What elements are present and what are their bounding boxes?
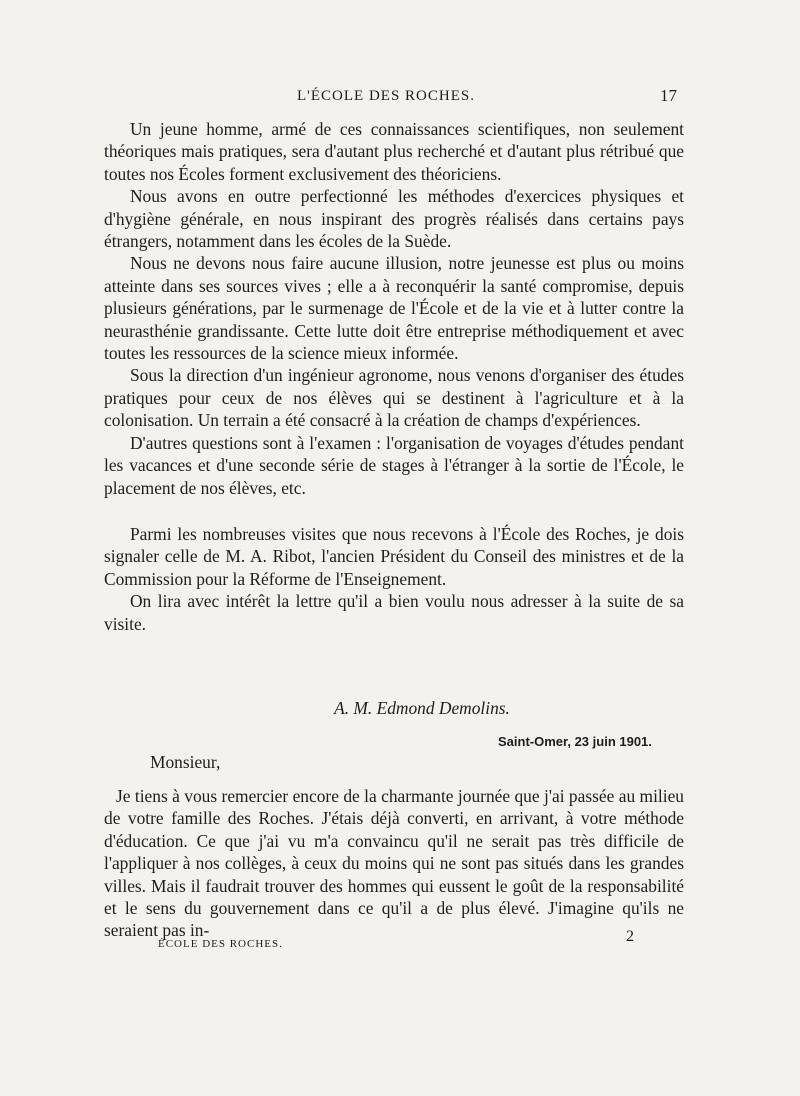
sheet-signature-mark: 2 [626,928,634,945]
letter-dateline: Saint-Omer, 23 juin 1901. [498,734,652,749]
paragraph: Parmi les nombreuses visites que nous recevons à l'École des Roches, je dois signaler celle de M. A. Ribot, l'ancien Président du Conseil des ministres et de la Commission pour la Réforme de l'Enseignement. [104,523,684,589]
footer-signature: ÉCOLE DES ROCHES. [158,938,283,950]
paragraph: D'autres questions sont à l'examen : l'organisation de voyages d'études pendant les vacances et d'une seconde série de stages à l'étranger à la sortie de l'École, le placement de nos élèves, etc. [104,432,684,498]
letter-paragraph: Je tiens à vous remercier encore de la charmante journée que j'ai passée au milieu de votre famille des Roches. J'étais déjà converti, en arrivant, à votre méthode d'éducation. Ce que j'ai vu m'a convaincu qu'il ne serait pas très difficile de l'appliquer à nos collèges, à ceux du moins qui ne sont pas situés dans les grandes villes. Mais il faudrait trouver des hommes qui eussent le goût de la responsabilité et le sens du gouvernement dans ce qu'il a de plus élevé. J'imagine qu'ils ne seraient pas in- [104,786,684,941]
paragraph: Nous ne devons nous faire aucune illusion, notre jeunesse est plus ou moins atteinte dans ses sources vives ; elle a à reconquérir la santé compromise, depuis plusieurs générations, par le surmenage de l'École et de la vie et à lutter contre la neurasthénie grandissante. Cette lutte doit être entreprise méthodiquement et avec toutes les ressources de la science mieux informée. [104,253,684,364]
running-title: L'ÉCOLE DES ROCHES. [297,88,475,104]
letter-body [104,785,684,942]
letter-dedication: A. M. Edmond Demolins. [334,698,510,718]
body-text [104,118,684,635]
paragraph: Sous la direction d'un ingénieur agronome, nous venons d'organiser des études pratiques pour ceux de nos élèves qui se destinent à l'agriculture et à la colonisation. Un terrain a été consacré à la création de champs d'expériences. [104,365,684,431]
paragraph: On lira avec intérêt la lettre qu'il a bien voulu nous adresser à la suite de sa visite. [104,591,684,634]
letter-salutation: Monsieur, [150,752,221,772]
paragraph: Un jeune homme, armé de ces connaissances scientifiques, non seulement théoriques mais pratiques, sera d'autant plus recherché et d'autant plus rétribué que toutes nos Écoles forment exclusivement des théoriciens. [104,119,684,184]
paragraph: Nous avons en outre perfectionné les méthodes d'exercices physiques et d'hygiène générale, en nous inspirant des progrès réalisés dans certains pays étrangers, notamment dans les écoles de la Suède. [104,186,684,252]
page-number: 17 [660,86,677,105]
